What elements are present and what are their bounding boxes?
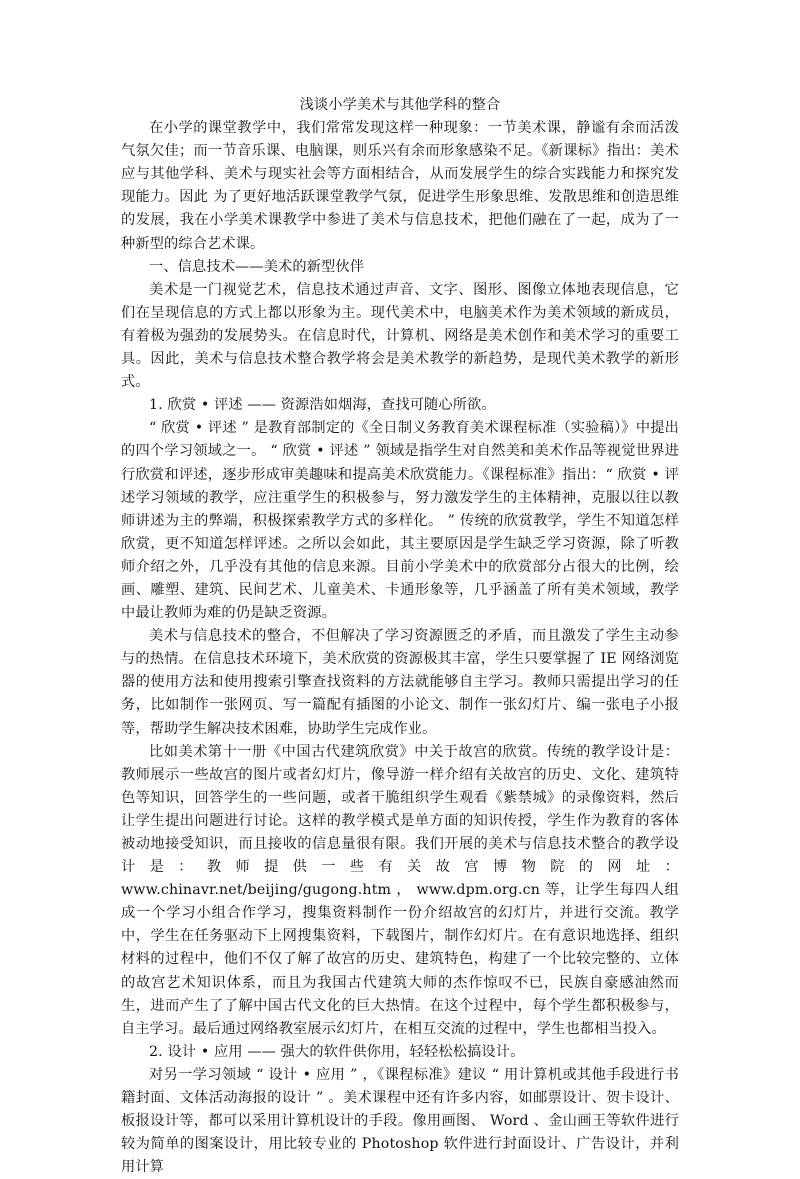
paragraph-design-application: 对另一学习领域 “ 设计 • 应用 ” ，《课程标准》建议 “ 用计算机或其他手段进行书籍封面、文体活动海报的设计 ” 。美术课程中还有许多内容，如邮票设计、贺卡设计、板报设计等，都可以采用计算机设计的手段。像用画图、 Word 、金山画王等软件进行较为简单的图案设计，用比较专业的 Photoshop 软件进行封面设计、广告设计，并利用计算 bbox=[121, 1066, 679, 1176]
paragraph-appreciation-standard: “ 欣赏 • 评述 ” 是教育部制定的《全日制义务教育美术课程标准（实验稿）》中提出的四个学习领域之一。 “ 欣赏 • 评述 ” 领域是指学生对自然美和美术作品等视觉世界进行欣赏和评述，逐步形成审美趣味和提高美术欣赏能力。《课程标准》指出：“ 欣赏 • 评述学习领域的教学，应注重学生的积极参与，努力激发学生的主体精神，克服以往以教师讲述为主的弊端，积极探索教学方式的多样化。 ” 传统的欣赏教学，学生不知道怎样欣赏，更不知道怎样评述。之所以会如此，其主要原因是学生缺乏学习资源，除了听教师介绍之外，几乎没有其他的信息来源。目前小学美术中的欣赏部分占很大的比例，绘画、雕塑、建筑、民间艺术、儿童美术、卡通形象等，几乎涵盖了所有美术领域，教学中最让教师为难的仍是缺乏资源。 bbox=[121, 420, 679, 622]
subheading-design: 2. 设计 • 应用 —— 强大的软件供你用，轻轻松松搞设计。 bbox=[149, 1043, 525, 1060]
subheading-appreciation: 1. 欣赏 • 评述 —— 资源浩如烟海，查找可随心所欲。 bbox=[149, 397, 496, 414]
paragraph-intro: 在小学的课堂教学中，我们常常发现这样一种现象：一节美术课，静谧有余而活泼气氛欠佳；而一节音乐课、电脑课，则乐兴有余而形象感染不足。《新课标》指出：美术应与其他学科、美术与现实社会等方面相结合，从而发展学生的综合实践能力和探究发现能力。因此 为了更好地活跃课堂教学气氛，促进学生形象思维、发散思维和创造思维的发展，我在小学美术课教学中参进了美术与信息技术，把他们融在了一起，成为了一种新型的综合艺术课。 bbox=[121, 120, 679, 252]
document-title: 浅谈小学美术与其他学科的整合 bbox=[299, 97, 501, 113]
section-heading-1: 一、信息技术——美术的新型伙伴 bbox=[149, 258, 365, 275]
paragraph-art-and-it: 美术是一门视觉艺术，信息技术通过声音、文字、图形、图像立体地表现信息，它们在呈现信息的方式上都以形象为主。现代美术中，电脑美术作为美术领域的新成员，有着极为强劲的发展势头。在信息时代，计算机、网络是美术创作和美术学习的重要工具。因此，美术与信息技术整合教学将会是美术教学的新趋势，是现代美术教学的新形式。 bbox=[121, 281, 679, 391]
paragraph-integration-benefits: 美术与信息技术的整合，不但解决了学习资源匮乏的矛盾，而且激发了学生主动参与的热情。在信息技术环境下，美术欣赏的资源极其丰富，学生只要掌握了 IE 网络浏览器的使用方法和使用搜索引擎查找资料的方法就能够自主学习。教师只需提出学习的任务，比如制作一张网页、写一篇配有插图的小论文、制作一张幻灯片、编一张电子小报等，帮助学生解决技术困难，协助学生完成作业。 bbox=[121, 628, 679, 737]
document-page bbox=[121, 94, 679, 1179]
paragraph-forbidden-city-example: 比如美术第十一册《中国古代建筑欣赏》中关于故宫的欣赏。传统的教学设计是：教师展示一些故宫的图片或者幻灯片，像导游一样介绍有关故宫的历史、文化、建筑特色等知识，回答学生的一些问题，或者干脆组织学生观看《紫禁城》的录像资料，然后让学生提出问题进行讨论。这样的教学模式是单方面的知识传授，学生作为教育的客体被动地接受知识，而且接收的信息量很有限。我们开展的美术与信息技术整合的教学设计是：教师提供一些有关故宫博物院的网址： www.chinavr.net/beijing/gugong.htm ， www.dpm.org.cn 等，让学生每四人组成一个学习小组合作学习，搜集资料制作一份介绍故宫的幻灯片，并进行交流。教学中，学生在任务驱动下上网搜集资料，下载图片，制作幻灯片。在有意识地选择、组织材料的过程中，他们不仅了解了故宫的历史、建筑特色，构建了一个比较完整的、立体的故宫艺术知识体系，而且为我国古代建筑大师的杰作惊叹不已，民族自豪感油然而生，进而产生了了解中国古代文化的巨大热情。在这个过程中，每个学生都积极参与，自主学习。最后通过网络教室展示幻灯片，在相互交流的过程中，学生也都相当投入。 bbox=[121, 743, 679, 1037]
